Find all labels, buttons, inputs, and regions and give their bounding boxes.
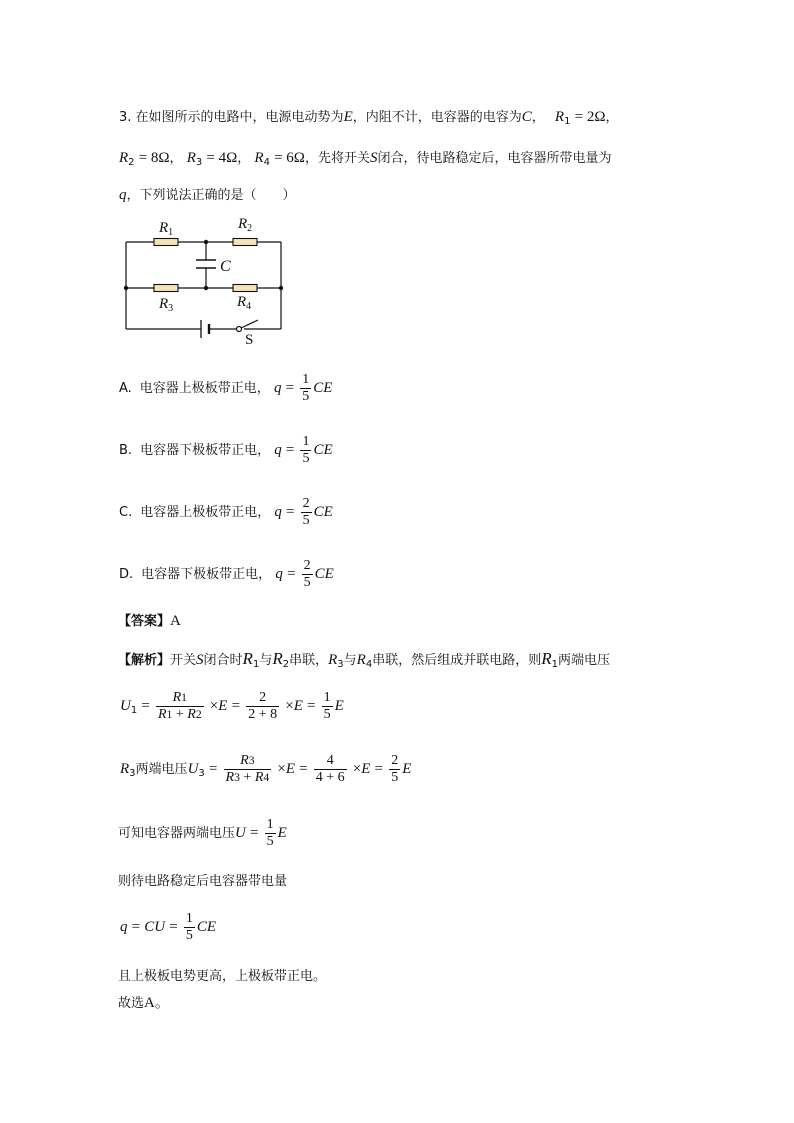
junction-dot — [204, 240, 208, 244]
question-line-3: q，下列说法正确的是（ ） — [119, 187, 296, 203]
option-b[interactable]: B. 电容器下极板带正电， q = $\frac{1}{5}$ CE — [119, 434, 333, 466]
equation-u1: $U_1$ = $\frac{R1}{R1 + R2}$ ×E = $\frac{2}{2 + 8}$ ×E = $\frac{1}{5}$ E — [120, 690, 344, 722]
option-c[interactable]: C. 电容器上极板带正电， q = $\frac{2}{5}$ CE — [119, 496, 333, 528]
circuit-diagram — [118, 212, 290, 348]
label-r3: R — [159, 296, 169, 312]
resistor-r2 — [233, 239, 257, 246]
label-c: C — [220, 258, 231, 275]
junction-dot — [279, 286, 283, 290]
svg-text:R4: $R_4$ — [237, 294, 252, 312]
final-answer: 故选A。 — [118, 995, 170, 1011]
svg-text:R1: $R_1$ — [159, 220, 174, 238]
junction-dot — [124, 286, 128, 290]
label-r4: R — [237, 294, 247, 310]
junction-dot — [204, 286, 208, 290]
label-r2: R — [238, 216, 248, 232]
option-a[interactable]: A. 电容器上极板带正电， q = $\frac{1}{5}$ CE — [119, 372, 333, 404]
label-s: S — [245, 332, 254, 348]
answer-value: A — [170, 613, 181, 629]
question-line-1: 3. 在如图所示的电路中，电源电动势为E，内阻不计，电容器的电容为C， $R_1 = 2\Omega$， — [119, 109, 619, 127]
option-d[interactable]: D. 电容器下极板带正电， q = $\frac{2}{5}$ CE — [119, 558, 334, 590]
svg-text:R3: $R_3$ — [159, 296, 174, 314]
resistor-r1 — [154, 239, 178, 246]
answer-tag: 【答案】 — [118, 614, 171, 629]
answer — [118, 614, 181, 629]
equation-q: q = CU = $\frac{1}{5}$ CE — [120, 911, 217, 943]
question-number: 3. — [119, 110, 132, 125]
equation-u: 可知电容器两端电压U = $\frac{1}{5}$ E — [118, 817, 287, 849]
equation-u3: $R_3$两端电压$U_3$ = $\frac{R3}{R3 + R4}$ ×E = $\frac{4}{4 + 6}$ ×E = $\frac{2}{5}$ E — [120, 753, 412, 785]
charge-text: 则待电路稳定后电容器带电量 — [118, 874, 288, 889]
conclusion-text: 且上极板电势更高，上极板带正电。 — [118, 969, 327, 984]
svg-text:R2: $R_2$ — [238, 216, 253, 234]
resistor-r3 — [154, 285, 178, 292]
resistor-r4 — [233, 285, 257, 292]
switch — [237, 320, 259, 332]
question-line-2: $R_2 = 8\Omega$， $R_3 = 4\Omega$， $R_4 = 6\Omega$，先将开关S闭合，待电路稳定后，电容器所带电量为 — [119, 150, 612, 168]
label-r1: R — [159, 220, 169, 236]
analysis-line-1: 【解析】开关S闭合时$R_1$与$R_2$串联，$R_3$与$R_4$串联，然后组成并联电路，则$R_1$两端电压 — [118, 649, 611, 670]
battery — [201, 320, 209, 338]
capacitor — [196, 260, 216, 268]
